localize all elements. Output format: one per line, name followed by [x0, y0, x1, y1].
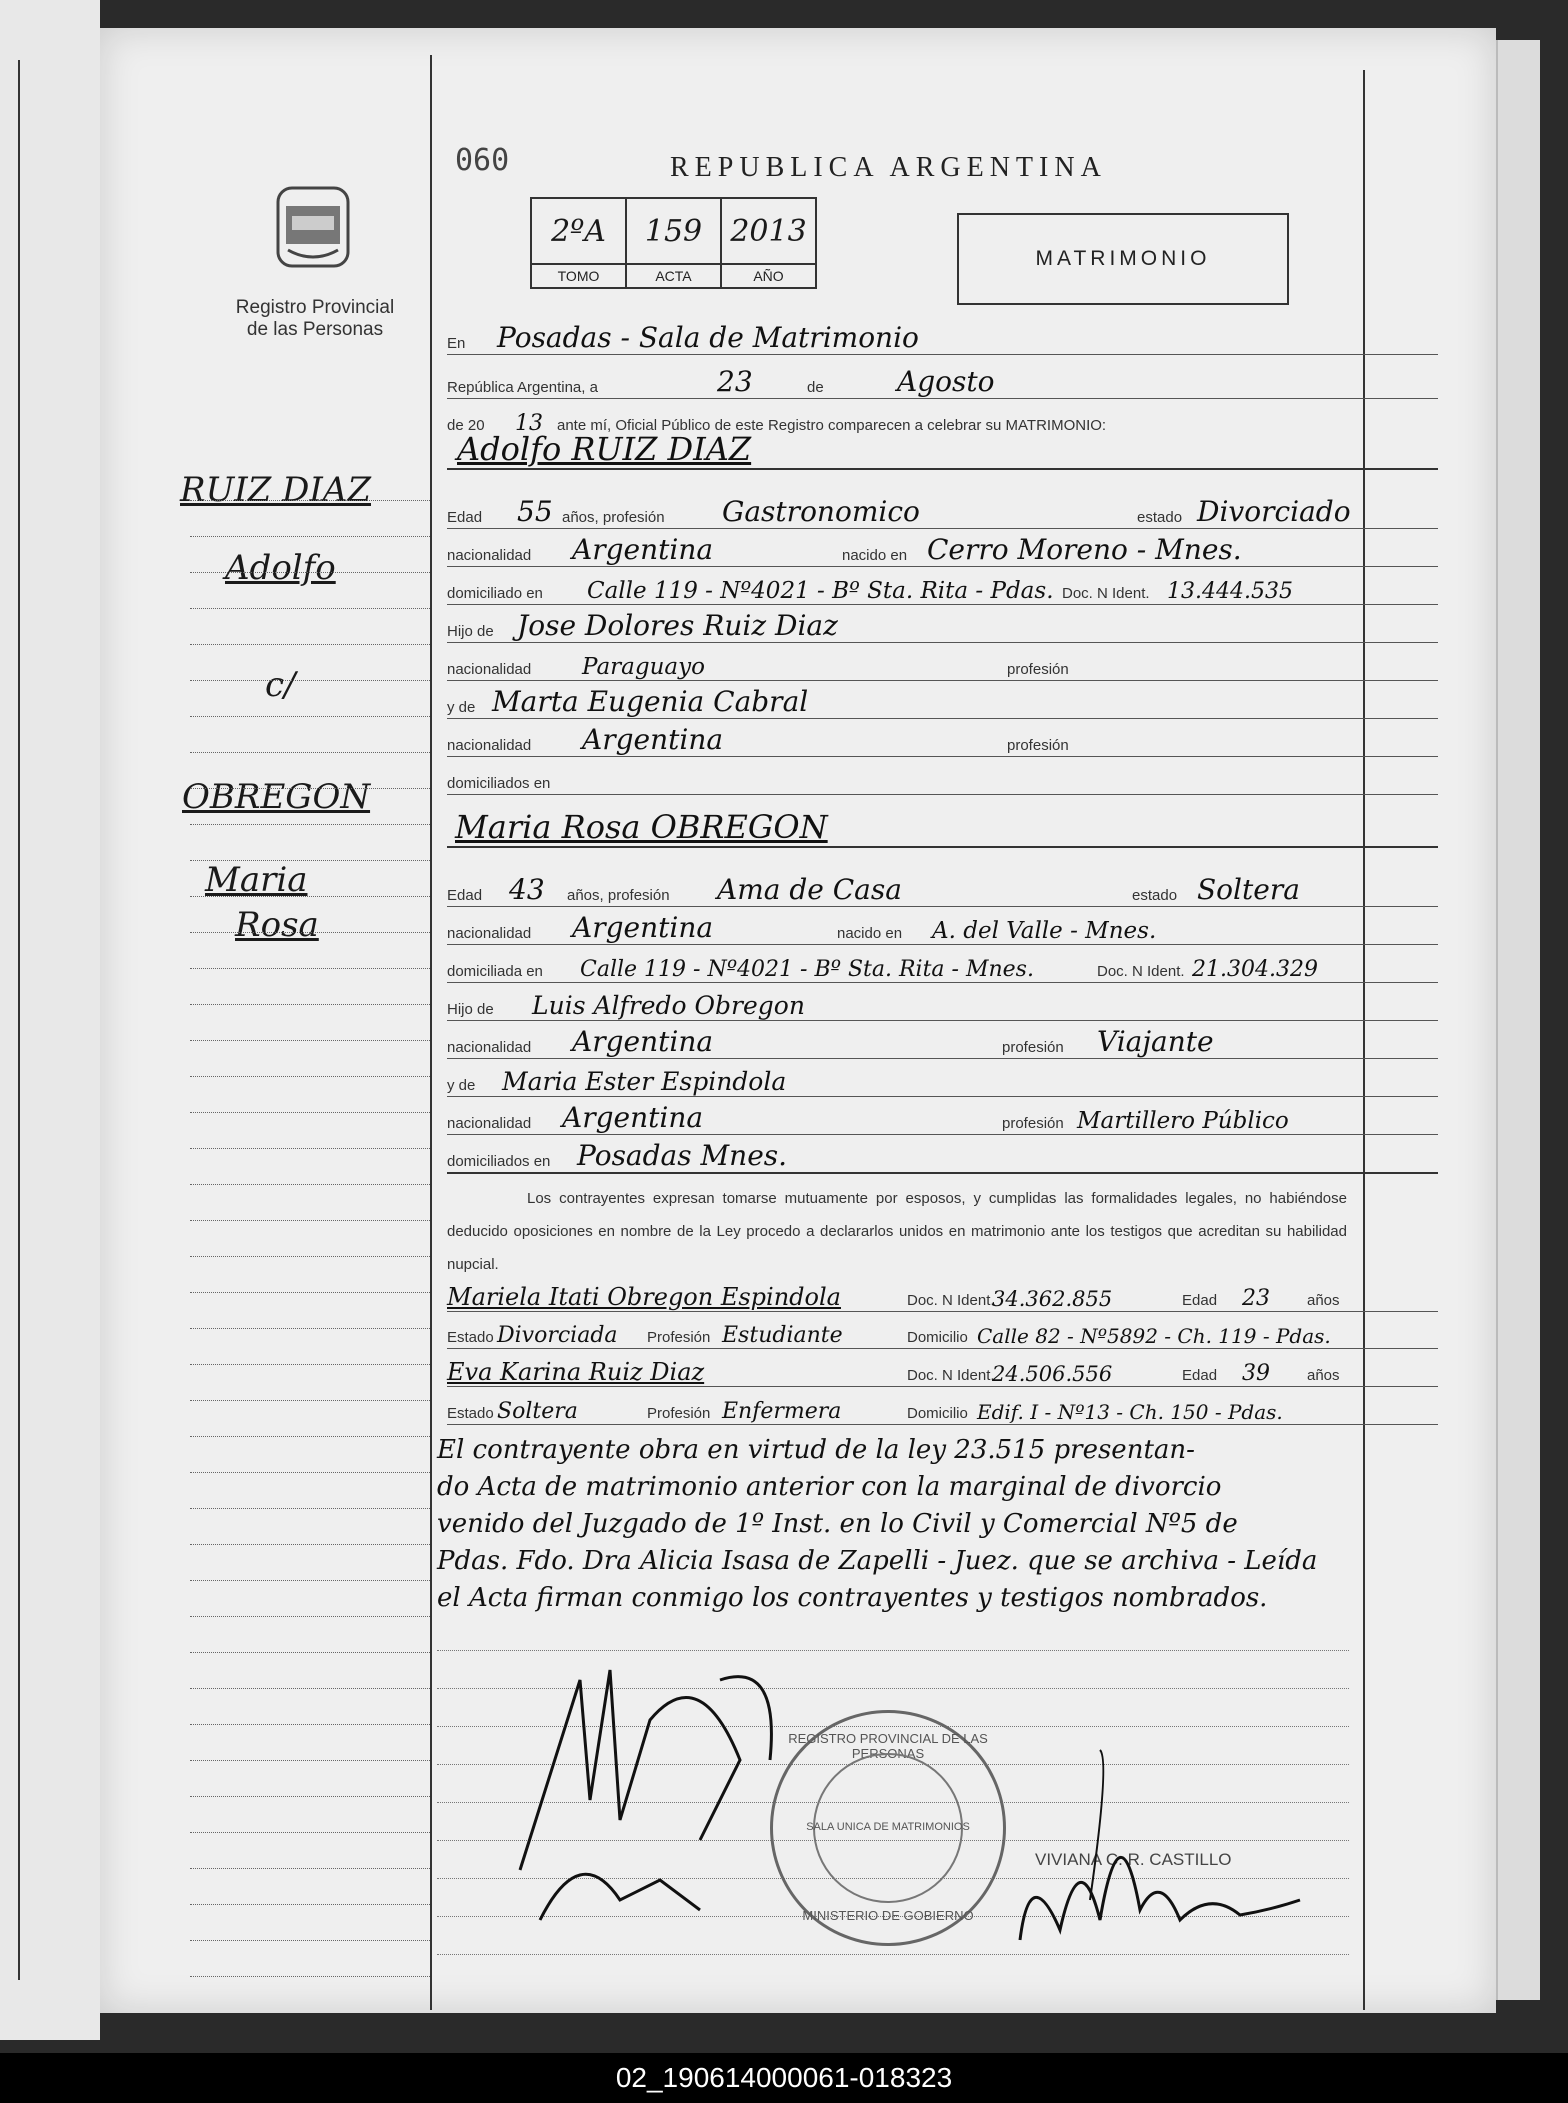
row-groom-age: [447, 492, 1438, 529]
ruled-line: [190, 1328, 430, 1329]
groom-nationality: Argentina: [572, 533, 714, 566]
ruled-line: [190, 932, 430, 933]
groom-name: Adolfo RUIZ DIAZ: [457, 430, 752, 468]
doms-label: domiciliados en: [447, 775, 551, 792]
bride-estado: Soltera: [1197, 873, 1300, 906]
ruled-line: [190, 608, 430, 609]
bride-father-nationality: Argentina: [572, 1025, 714, 1058]
ruled-line: [190, 752, 430, 753]
ruled-line: [190, 1292, 430, 1293]
row-bride-father: [447, 984, 1438, 1021]
ruled-line: [190, 680, 430, 681]
ruled-line: [190, 896, 430, 897]
row-bride-father-nac: [447, 1022, 1438, 1059]
groom-birthplace: Cerro Moreno - Mnes.: [927, 533, 1242, 566]
month-value: Agosto: [897, 365, 995, 398]
anios-prof-label: años, profesión: [567, 887, 670, 904]
witness2-address: Edif. I - Nº13 - Ch. 150 - Pdas.: [977, 1400, 1283, 1424]
note-line: el Acta firman conmigo los contrayentes y testigos nombrados.: [437, 1583, 1268, 1613]
ruled-line: [190, 1904, 430, 1905]
row-place: [447, 318, 1438, 355]
row-groom-mother: [447, 682, 1438, 719]
acta-page-number: 060: [455, 143, 510, 178]
registry-name-line1: Registro Provincial: [235, 297, 395, 318]
ruled-line: [190, 1076, 430, 1077]
en-label: En: [447, 335, 466, 352]
ruled-line: [190, 1940, 430, 1941]
bride-address: Calle 119 - Nº4021 - Bº Sta. Rita - Mnes.: [580, 957, 1034, 982]
row-bride-dom: [447, 946, 1438, 983]
row-witness2-info: [447, 1388, 1438, 1425]
groom-mother: Marta Eugenia Cabral: [492, 685, 809, 718]
record-type-box: MATRIMONIO: [957, 213, 1289, 305]
row-bride-parents-dom: [447, 1136, 1438, 1174]
year-value: 13: [515, 411, 543, 436]
witness2-age: 39: [1242, 1361, 1270, 1386]
anios-prof-label: años, profesión: [562, 509, 665, 526]
groom-address: Calle 119 - Nº4021 - Bº Sta. Rita - Pdas.: [587, 578, 1054, 604]
ruled-line: [190, 1832, 430, 1833]
estado-label: estado: [1137, 509, 1183, 526]
groom-mother-nationality: Argentina: [582, 723, 724, 756]
ruled-line: [190, 1472, 430, 1473]
officer-name: VIVIANA C. R. CASTILLO: [1035, 1850, 1232, 1869]
bride-profession: Ama de Casa: [717, 873, 902, 906]
note-line: El contrayente obra en virtud de la ley 23.515 presentan-: [437, 1435, 1195, 1465]
bride-age: 43: [509, 873, 545, 906]
row-bride-age: [447, 870, 1438, 907]
profesion-label: Profesión: [647, 1329, 711, 1346]
row-bride-mother: [447, 1060, 1438, 1097]
edad-label: Edad: [1182, 1367, 1218, 1384]
witness2-doc: 24.506.556: [992, 1362, 1113, 1386]
witness2-estado: Soltera: [497, 1399, 578, 1424]
tomo-acta-ano-box: [530, 197, 817, 289]
estado-label: estado: [1132, 887, 1178, 904]
ruled-line: [190, 1760, 430, 1761]
ruled-line: [190, 860, 430, 861]
statement: ante mí, Oficial Público de este Registro comparecen a celebrar su MATRIMONIO:: [557, 417, 1107, 434]
anio-value: 2013: [730, 213, 807, 249]
row-bride-mother-nac: [447, 1098, 1438, 1135]
domicilio-label: Domicilio: [907, 1405, 968, 1422]
anios-label: años: [1307, 1367, 1340, 1384]
ruled-line: [190, 1004, 430, 1005]
stamp-outer-text: REGISTRO PROVINCIAL DE LAS PERSONAS: [788, 1731, 988, 1761]
nacido-label: nacido en: [842, 547, 908, 564]
ruled-line: [190, 1436, 430, 1437]
profesion-label: Profesión: [647, 1405, 711, 1422]
registry-name-line2: de las Personas: [246, 319, 384, 340]
tomo-cell: [532, 199, 627, 287]
bride-father: Luis Alfredo Obregon: [532, 991, 805, 1020]
provincial-seal-icon: [268, 180, 358, 276]
dom-label: domiciliado en: [447, 585, 543, 602]
ruled-line: [190, 1220, 430, 1221]
margin-line: [430, 55, 432, 2010]
ruled-line: [190, 1724, 430, 1725]
witness2-profession: Enfermera: [722, 1399, 842, 1424]
ruled-line: [190, 1544, 430, 1545]
witness1-age: 23: [1242, 1286, 1270, 1311]
dom-label: domiciliada en: [447, 963, 543, 980]
bride-father-profession: Viajante: [1097, 1025, 1214, 1058]
nac-label: nacionalidad: [447, 1039, 532, 1056]
acta-value: 159: [644, 213, 703, 249]
ruled-line: [190, 572, 430, 573]
de-label: de: [807, 379, 824, 396]
edad-label: Edad: [447, 887, 483, 904]
doc-label: Doc. N Ident.: [907, 1292, 995, 1309]
official-stamp: [770, 1710, 1006, 1946]
sidebar-name-2a: Maria: [205, 860, 308, 900]
witness1-doc: 34.362.855: [992, 1287, 1113, 1311]
page-edge: [1496, 40, 1540, 2000]
hijo-label: Hijo de: [447, 623, 494, 640]
nac-label: nacionalidad: [447, 737, 532, 754]
witness1-estado: Divorciada: [497, 1323, 618, 1348]
ruled-line: [190, 1796, 430, 1797]
row-bride-name: [447, 810, 1438, 848]
ruled-line: [190, 1868, 430, 1869]
row-witness1-info: [447, 1312, 1438, 1349]
bride-nationality: Argentina: [572, 911, 714, 944]
day-value: 23: [717, 365, 753, 398]
witness1-address: Calle 82 - Nº5892 - Ch. 119 - Pdas.: [977, 1324, 1331, 1348]
yde-label: y de: [447, 699, 476, 716]
bride-mother-profession: Martillero Público: [1077, 1108, 1289, 1134]
groom-age: 55: [517, 495, 553, 528]
sidebar-conj: c/: [265, 665, 296, 705]
ruled-line: [190, 1616, 430, 1617]
sidebar-surname-2: OBREGON: [182, 777, 371, 817]
stamp-inner-text: SALA UNICA DE MATRIMONIOS: [806, 1821, 970, 1833]
ruled-line: [190, 500, 430, 501]
doc-label: Doc. N Ident.: [907, 1367, 995, 1384]
ruled-line: [190, 1148, 430, 1149]
row-witness1: [447, 1275, 1438, 1312]
estado-label: Estado: [447, 1405, 494, 1422]
sidebar-surname-1: RUIZ DIAZ: [180, 470, 371, 510]
doms-label: domiciliados en: [447, 1153, 551, 1170]
groom-father: Jose Dolores Ruiz Diaz: [517, 609, 838, 642]
republic-label: República Argentina, a: [447, 379, 598, 396]
ruled-line: [190, 1976, 430, 1977]
tomo-label: TOMO: [532, 263, 625, 287]
ruled-line: [190, 1040, 430, 1041]
groom-doc: 13.444.535: [1167, 579, 1293, 604]
ruled-line: [190, 824, 430, 825]
bride-doc: 21.304.329: [1192, 957, 1318, 982]
note-line: venido del Juzgado de 1º Inst. en lo Civil y Comercial Nº5 de: [437, 1509, 1238, 1539]
anio-cell: [722, 199, 815, 287]
note-line: do Acta de matrimonio anterior con la marginal de divorcio: [437, 1472, 1222, 1502]
ruled-line: [190, 1400, 430, 1401]
ruled-line: [190, 788, 430, 789]
signature-groom: [500, 1640, 820, 1940]
year-label: de 20: [447, 417, 485, 434]
nac-label: nacionalidad: [447, 925, 532, 942]
ruled-line: [190, 968, 430, 969]
row-groom-father: [447, 606, 1438, 643]
doc-label: Doc. N Ident.: [1062, 585, 1150, 602]
groom-profession: Gastronomico: [722, 495, 920, 528]
declaration-text: Los contrayentes expresan tomarse mutuamente por esposos, y cumplidas las formalidades legales, no habiéndose deducido oposiciones en nombre de la Ley procedo a declararlos unidos en matrimonio ante los testigos que acreditan su habilidad nupcial.: [447, 1190, 1347, 1273]
prof-label: profesión: [1007, 661, 1069, 678]
prof-label: profesión: [1002, 1115, 1064, 1132]
image-id-footer: 02_190614000061-018323: [0, 2053, 1568, 2103]
prof-label: profesión: [1007, 737, 1069, 754]
nac-label: nacionalidad: [447, 547, 532, 564]
witness1-name: Mariela Itati Obregon Espindola: [447, 1283, 841, 1311]
row-witness2: [447, 1350, 1438, 1387]
groom-father-nationality: Paraguayo: [582, 654, 705, 680]
row-groom-father-nac: [447, 644, 1438, 681]
hijo-label: Hijo de: [447, 1001, 494, 1018]
acta-cell: [627, 199, 722, 287]
anio-label: AÑO: [722, 263, 815, 287]
anios-label: años: [1307, 1292, 1340, 1309]
nac-label: nacionalidad: [447, 661, 532, 678]
row-groom-name: [447, 432, 1438, 470]
ruled-line: [190, 1580, 430, 1581]
nacido-label: nacido en: [837, 925, 903, 942]
ruled-line: [190, 1256, 430, 1257]
signature-officer: [1010, 1740, 1310, 1960]
bride-parents-address: Posadas Mnes.: [577, 1139, 788, 1172]
witness1-profession: Estudiante: [722, 1323, 843, 1348]
domicilio-label: Domicilio: [907, 1329, 968, 1346]
ruled-line: [190, 1364, 430, 1365]
stamp-bottom-text: MINISTERIO DE GOBIERNO: [802, 1908, 974, 1923]
row-groom-dom: [447, 568, 1438, 605]
ruled-line: [190, 1652, 430, 1653]
doc-label: Doc. N Ident.: [1097, 963, 1185, 980]
bride-mother: Maria Ester Espindola: [502, 1067, 787, 1096]
ruled-line: [190, 644, 430, 645]
row-date: [447, 362, 1438, 399]
country-title: REPUBLICA ARGENTINA: [670, 152, 1107, 183]
ruled-line: [190, 716, 430, 717]
bride-birthplace: A. del Valle - Mnes.: [932, 918, 1157, 944]
ruled-line: [190, 1508, 430, 1509]
row-groom-nac: [447, 530, 1438, 567]
yde-label: y de: [447, 1077, 476, 1094]
groom-estado: Divorciado: [1197, 495, 1351, 528]
witness2-name: Eva Karina Ruiz Diaz: [447, 1358, 705, 1386]
acta-label: ACTA: [627, 263, 720, 287]
tomo-value: 2ºA: [551, 213, 606, 249]
marginal-notes: [437, 1432, 1349, 1617]
note-line: Pdas. Fdo. Dra Alicia Isasa de Zapelli - Juez. que se archiva - Leída: [437, 1546, 1318, 1576]
bride-name: Maria Rosa OBREGON: [455, 808, 828, 846]
edad-label: Edad: [447, 509, 483, 526]
ruled-line: [190, 1112, 430, 1113]
place-value: Posadas - Sala de Matrimonio: [497, 321, 919, 354]
sidebar-name-1: Adolfo: [225, 548, 336, 588]
row-groom-mother-nac: [447, 720, 1438, 757]
registry-name: [210, 297, 420, 341]
ruled-line: [190, 536, 430, 537]
nac-label: nacionalidad: [447, 1115, 532, 1132]
bride-mother-nationality: Argentina: [562, 1101, 704, 1134]
spine-line: [18, 60, 20, 1980]
sidebar-name-2b: Rosa: [235, 905, 319, 945]
edad-label: Edad: [1182, 1292, 1218, 1309]
estado-label: Estado: [447, 1329, 494, 1346]
ruled-line: [190, 1688, 430, 1689]
row-groom-parents-dom: [447, 758, 1438, 795]
ruled-line: [190, 1184, 430, 1185]
row-bride-nac: [447, 908, 1438, 945]
prof-label: profesión: [1002, 1039, 1064, 1056]
book-spine: [0, 0, 100, 2040]
